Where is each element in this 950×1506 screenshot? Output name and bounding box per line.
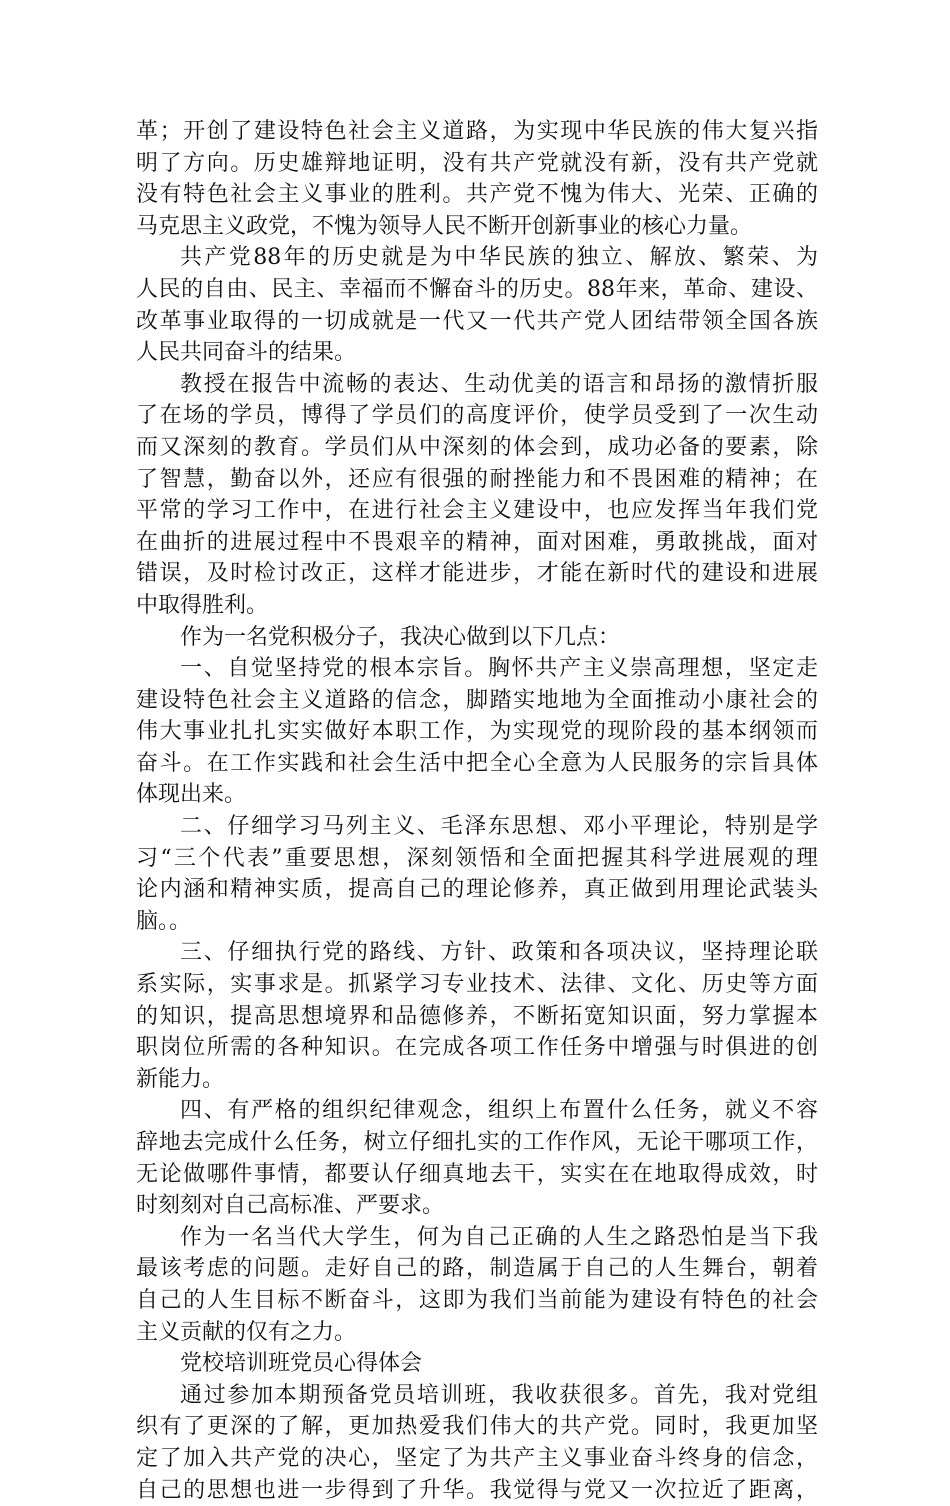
paragraph-9 <box>136 1222 818 1348</box>
heading-line: 党校培训班党员心得体会 <box>180 1351 423 1377</box>
text-line: 伟大事业扎扎实实做好本职工作，为实现党的现阶段的基本纲领而 <box>136 719 818 745</box>
text-line: 通过参加本期预备党员培训班，我收获很多。首先，我对党组 <box>180 1382 818 1408</box>
text-line: 脑。。 <box>136 908 192 934</box>
text-line: 人民的自由、民主、幸福而不懈奋斗的历史。88年来，革命、建设、 <box>136 276 818 302</box>
text-line: 了在场的学员，博得了学员们的高度评价，使学员受到了一次生动 <box>136 403 818 429</box>
paragraph-2 <box>136 242 818 368</box>
text-line: 织有了更深的了解，更加热爱我们伟大的共产党。同时，我更加坚 <box>136 1414 818 1440</box>
text-line: 辞地去完成什么任务，树立仔细扎实的工作作风，无论干哪项工作， <box>136 1130 818 1155</box>
text-line: 体现出来。 <box>136 782 247 808</box>
text-line: 明了方向。历史雄辩地证明，没有共产党就没有新，没有共产党就 <box>136 150 818 176</box>
text-line: 一、自觉坚持党的根本宗旨。胸怀共产主义崇高理想，坚定走 <box>180 656 818 682</box>
text-line: 了智慧，勤奋以外，还应有很强的耐挫能力和不畏困难的精神；在 <box>136 466 818 492</box>
text-line: 中取得胜利。 <box>136 592 269 618</box>
paragraph-8 <box>136 1095 818 1221</box>
text-line: 平常的学习工作中，在进行社会主义建设中，也应发挥当年我们党 <box>136 498 818 524</box>
text-line: 作为一名党积极分子，我决心做到以下几点： <box>180 624 621 650</box>
text-line: 系实际，实事求是。抓紧学习专业技术、法律、文化、历史等方面 <box>136 972 818 998</box>
text-line: 四、有严格的组织纪律观念，组织上布置什么任务，就义不容 <box>180 1098 818 1124</box>
text-line: 建设特色社会主义道路的信念，脚踏实地地为全面推动小康社会的 <box>136 687 818 713</box>
text-line: 新能力。 <box>136 1066 225 1092</box>
text-line: 二、仔细学习马列主义、毛泽东思想、邓小平理论，特别是学 <box>180 814 818 840</box>
paragraph-1 <box>136 116 818 242</box>
text-line: 的知识，提高思想境界和品德修养，不断拓宽知识面，努力掌握本 <box>136 1003 818 1029</box>
text-line: 教授在报告中流畅的表达、生动优美的语言和昂扬的激情折服 <box>180 371 818 397</box>
text-line: 定了加入共产党的决心，坚定了为共产主义事业奋斗终身的信念， <box>136 1445 818 1471</box>
section-heading <box>136 1348 818 1380</box>
paragraph-7 <box>136 937 818 1095</box>
text-line: 论内涵和精神实质，提高自己的理论修养，真正做到用理论武装头 <box>136 877 818 903</box>
text-line: 作为一名当代大学生，何为自己正确的人生之路恐怕是当下我 <box>180 1224 818 1250</box>
text-line: 习“三个代表”重要思想，深刻领悟和全面把握其科学进展观的理 <box>136 845 818 871</box>
text-line: 时刻刻对自己高标准、严要求。 <box>136 1193 445 1219</box>
text-line: 职岗位所需的各种知识。在完成各项工作任务中增强与时俱进的创 <box>136 1035 818 1061</box>
paragraph-10 <box>136 1380 818 1506</box>
text-line: 在曲折的进展过程中不畏艰辛的精神，面对困难，勇敢挑战，面对 <box>136 529 818 555</box>
text-line: 而又深刻的教育。学员们从中深刻的体会到，成功必备的要素，除 <box>136 434 818 460</box>
text-line: 无论做哪件事情，都要认仔细真地去干，实实在在地取得成效，时 <box>136 1161 818 1187</box>
paragraph-6 <box>136 811 818 937</box>
document-body <box>136 116 818 1506</box>
text-line: 自己的人生目标不断奋斗，这即为我们当前能为建设有特色的社会 <box>136 1287 818 1313</box>
paragraph-3 <box>136 369 818 622</box>
text-line: 没有特色社会主义事业的胜利。共产党不愧为伟大、光荣、正确的 <box>136 182 818 208</box>
paragraph-4 <box>136 622 818 654</box>
text-line: 革；开创了建设特色社会主义道路，为实现中华民族的伟大复兴指 <box>136 119 818 144</box>
text-line: 奋斗。在工作实践和社会生活中把全心全意为人民服务的宗旨具体 <box>136 750 818 776</box>
text-line: 人民共同奋斗的结果。 <box>136 340 357 366</box>
text-line: 错误，及时检讨改正，这样才能进步，才能在新时代的建设和进展 <box>136 561 818 587</box>
paragraph-5 <box>136 653 818 811</box>
text-line: 最该考虑的问题。走好自己的路，制造属于自己的人生舞台，朝着 <box>136 1256 818 1282</box>
text-line: 三、仔细执行党的路线、方针、政策和各项决议，坚持理论联 <box>180 940 818 966</box>
text-line: 共产党88年的历史就是为中华民族的独立、解放、繁荣、为 <box>180 245 818 271</box>
text-line: 改革事业取得的一切成就是一代又一代共产党人团结带领全国各族 <box>136 308 818 334</box>
text-line: 主义贡献的仅有之力。 <box>136 1319 357 1345</box>
text-line: 马克思主义政党，不愧为领导人民不断开创新事业的核心力量。 <box>136 213 753 239</box>
text-line: 自己的思想也进一步得到了升华。我觉得与党又一次拉近了距离， <box>136 1477 818 1503</box>
